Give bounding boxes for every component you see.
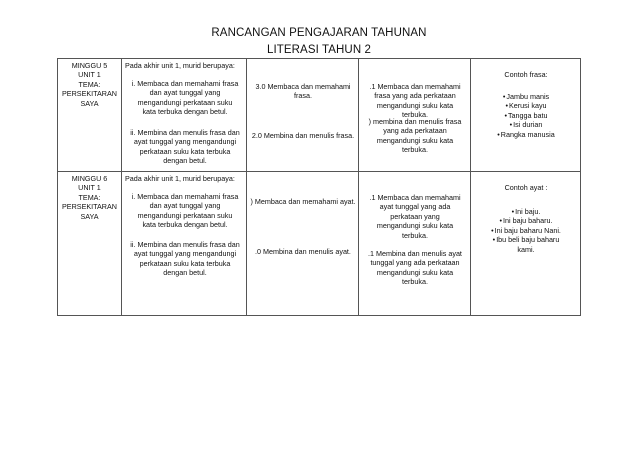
text-line: perkataan yang — [390, 211, 440, 221]
text-line: terbuka. — [402, 277, 428, 287]
text-line: frasa yang ada perkataan — [374, 91, 456, 101]
theme-label: TEMA: — [78, 79, 101, 89]
theme-value: SAYA — [80, 98, 99, 108]
text-line: 3.0 Membaca dan memahami — [255, 82, 351, 91]
text-line: tunggal yang ada perkataan — [370, 258, 460, 268]
list-item — [471, 207, 581, 216]
text-line: dan ayat tunggal yang — [149, 88, 221, 98]
text-line: mengandungi perkataan suku — [137, 210, 233, 220]
text-line: terbuka. — [402, 110, 428, 120]
text-line: terbuka. — [402, 230, 428, 240]
text-line: mengandungi suku kata — [376, 100, 454, 110]
bullet-icon: • — [504, 110, 507, 120]
document-title: RANCANGAN PENGAJARAN TAHUNAN — [211, 27, 427, 39]
bullet-icon: • — [505, 101, 508, 111]
text-line: ) Membaca dan memahami ayat. — [250, 197, 356, 206]
objective-2 — [124, 128, 246, 166]
text-line: kata terbuka dengan betul. — [142, 220, 228, 230]
objective-1 — [124, 79, 246, 117]
text-line: perkataan suku kata terbuka — [139, 258, 231, 268]
learning-1 — [359, 82, 471, 120]
example-text: Ibu beli baju baharu — [496, 235, 560, 245]
standard-cell — [247, 172, 359, 316]
bullet-icon: • — [499, 216, 502, 226]
objective-intro: Pada akhir unit 1, murid berupaya: — [125, 61, 235, 70]
text-line: .1 Membaca dan memahami — [369, 82, 461, 91]
list-item — [471, 120, 581, 129]
bullet-icon: • — [492, 235, 496, 245]
learning-cell — [359, 59, 471, 172]
objective-1 — [124, 192, 246, 230]
example-heading: Contoh frasa: — [504, 70, 548, 79]
example-text: Rangka manusia — [500, 129, 555, 139]
example-list — [471, 207, 581, 254]
text-line: i. Membaca dan memahami frasa — [131, 79, 239, 88]
text-line: .0 Membina dan menulis ayat. — [255, 247, 351, 256]
document-subtitle: LITERASI TAHUN 2 — [266, 44, 372, 56]
list-item — [471, 92, 581, 101]
example-text: Ini baju baharu Nani. — [494, 225, 561, 235]
example-cell — [471, 59, 581, 172]
list-item — [471, 130, 581, 139]
learning-2 — [359, 117, 471, 155]
text-line: mengandungi suku kata — [376, 221, 454, 231]
objective-2 — [124, 240, 246, 278]
list-item — [471, 216, 581, 225]
text-line: yang ada perkataan — [383, 126, 447, 136]
example-text: Jambu manis — [506, 92, 550, 101]
objective-intro: Pada akhir unit 1, murid berupaya: — [125, 174, 235, 183]
theme-value: PERSEKITARAN — [62, 89, 117, 99]
objective-cell — [122, 59, 247, 172]
text-line: ayat tunggal yang mengandungi — [133, 137, 237, 147]
example-cell — [471, 172, 581, 316]
text-line: mengandungi suku kata — [376, 267, 454, 277]
text-line: mengandungi suku kata — [376, 135, 454, 145]
example-text: Isi durian — [513, 120, 543, 130]
list-item — [471, 111, 581, 120]
table-row — [58, 172, 581, 316]
learning-2 — [359, 249, 471, 287]
text-line: 2.0 Membina dan menulis frasa. — [251, 131, 355, 140]
theme-label: TEMA: — [78, 192, 101, 202]
list-item — [471, 226, 581, 235]
learning-cell — [359, 172, 471, 316]
example-text: Kerusi kayu — [508, 101, 547, 111]
learning-1 — [359, 193, 471, 240]
standard-2 — [247, 131, 359, 140]
text-line: ii. Membina dan menulis frasa dan — [130, 128, 240, 137]
theme-value: SAYA — [80, 211, 99, 221]
standard-1 — [247, 197, 359, 206]
text-line: terbuka. — [402, 145, 428, 155]
list-item — [471, 235, 581, 244]
bullet-icon: • — [497, 129, 500, 139]
week-cell — [58, 59, 122, 172]
text-line: dengan betul. — [163, 156, 207, 166]
example-list — [471, 92, 581, 139]
example-text: kami. — [517, 244, 535, 254]
standard-2 — [247, 247, 359, 256]
example-text: Ini baju baharu. — [502, 216, 553, 226]
text-line: frasa. — [294, 91, 312, 101]
text-line: dengan betul. — [163, 268, 207, 278]
bullet-icon: • — [502, 92, 506, 101]
theme-value: PERSEKITARAN — [62, 202, 117, 212]
week-label: MINGGU 6 — [71, 174, 108, 183]
week-cell — [58, 172, 122, 316]
text-line: .1 Membina dan menulis ayat — [368, 249, 462, 258]
table-row — [58, 59, 581, 172]
text-line: mengandungi perkataan suku — [137, 97, 233, 107]
example-text: Tangga batu — [507, 110, 548, 120]
text-line: ayat tunggal yang ada — [379, 202, 451, 212]
text-line: perkataan suku kata terbuka — [139, 146, 231, 156]
week-label: MINGGU 5 — [71, 61, 108, 70]
text-line: i. Membaca dan memahami frasa — [131, 192, 239, 201]
text-line: kata terbuka dengan betul. — [142, 107, 228, 117]
bullet-icon: • — [491, 225, 494, 235]
standard-1 — [247, 82, 359, 101]
example-text: Ini baju. — [515, 207, 541, 216]
unit-label: UNIT 1 — [78, 183, 101, 193]
example-heading: Contoh ayat : — [504, 183, 548, 192]
text-line: ) membina dan menulis frasa — [368, 117, 462, 126]
text-line: ayat tunggal yang mengandungi — [133, 249, 237, 259]
standard-cell — [247, 59, 359, 172]
text-line: dan ayat tunggal yang — [149, 201, 221, 211]
list-item — [471, 101, 581, 110]
objective-cell — [122, 172, 247, 316]
unit-label: UNIT 1 — [78, 70, 101, 80]
list-item — [471, 245, 581, 254]
lesson-plan-table — [57, 58, 581, 316]
text-line: .1 Membaca dan memahami — [369, 193, 461, 202]
bullet-icon: • — [511, 207, 515, 216]
text-line: ii. Membina dan menulis frasa dan — [130, 240, 240, 249]
bullet-icon: • — [509, 120, 513, 130]
